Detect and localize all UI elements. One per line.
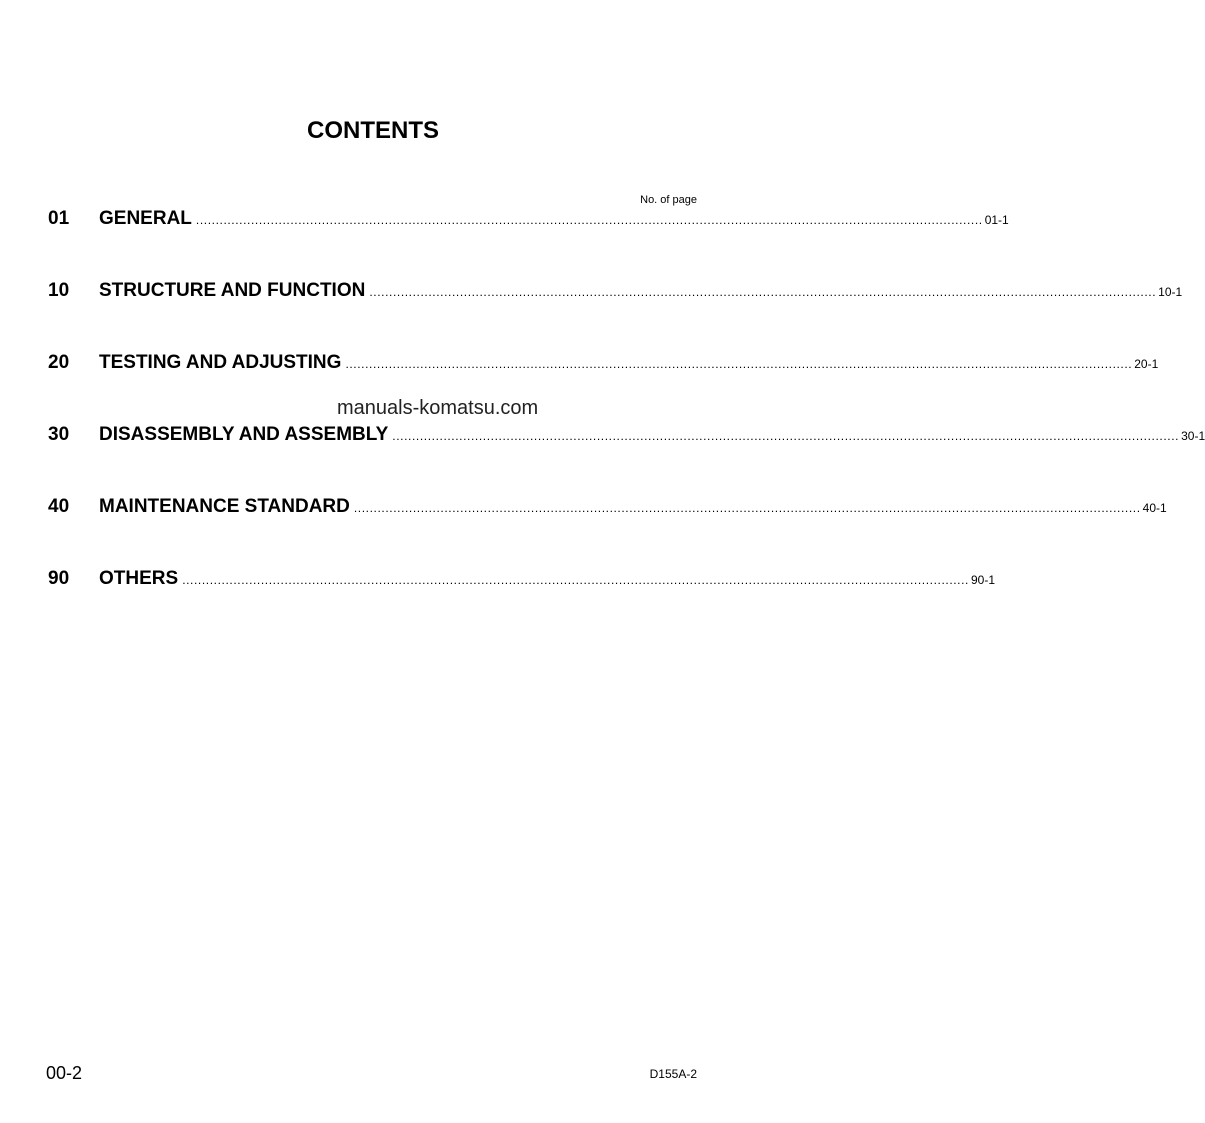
section-page: 20-1	[1134, 357, 1159, 371]
section-title: DISASSEMBLY AND ASSEMBLY	[99, 424, 389, 445]
section-number: 01	[48, 208, 70, 229]
section-title: STRUCTURE AND FUNCTION	[99, 280, 366, 301]
section-page: 40-1	[1142, 501, 1167, 515]
section-number: 20	[48, 352, 70, 373]
dot-leader: ........................................................................................................................................................................................................	[369, 285, 1157, 299]
column-header-page-number: No. of page	[640, 194, 697, 206]
section-number: 90	[48, 568, 70, 589]
section-page: 30-1	[1181, 429, 1205, 443]
dot-leader: ........................................................................................................................................................................................................	[195, 213, 983, 227]
footer-page-number: 00-2	[46, 1063, 83, 1083]
toc-entry[interactable]	[48, 496, 1167, 520]
dot-leader: ........................................................................................................................................................................................................	[353, 501, 1141, 515]
section-number: 40	[48, 496, 70, 517]
section-title: OTHERS	[99, 568, 179, 589]
toc-entry[interactable]	[48, 568, 996, 592]
dot-leader: ........................................................................................................................................................................................................	[392, 429, 1180, 443]
page-title: CONTENTS	[307, 117, 439, 144]
section-page: 01-1	[984, 213, 1009, 227]
footer-model: D155A-2	[649, 1067, 697, 1081]
section-page: 10-1	[1158, 285, 1183, 299]
section-number: 10	[48, 280, 70, 301]
section-title: TESTING AND ADJUSTING	[99, 352, 342, 373]
section-page: 90-1	[970, 573, 996, 587]
toc-entry[interactable]	[48, 424, 1205, 448]
watermark: manuals-komatsu.com	[337, 397, 539, 419]
section-title: GENERAL	[99, 208, 192, 229]
toc-entry[interactable]	[48, 280, 1183, 304]
section-number: 30	[48, 424, 70, 445]
dot-leader: ........................................................................................................................................................................................................	[345, 357, 1133, 371]
dot-leader: ........................................................................................................................................................................................................	[182, 573, 969, 587]
section-title: MAINTENANCE STANDARD	[99, 496, 350, 517]
toc-entry[interactable]	[48, 208, 1009, 232]
toc-entry[interactable]	[48, 352, 1159, 376]
